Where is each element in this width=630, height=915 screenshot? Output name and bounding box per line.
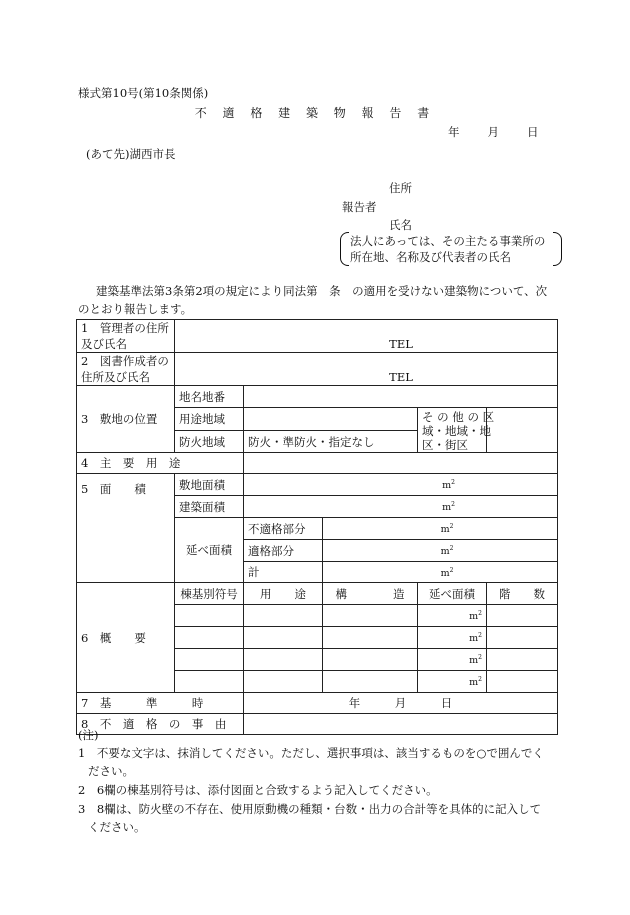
site-area-field[interactable]: $m^2$ bbox=[244, 474, 558, 496]
notes-heading: (注) bbox=[78, 728, 99, 742]
site-area-row bbox=[77, 474, 558, 496]
floors-cell[interactable] bbox=[487, 671, 558, 693]
col-floor-area: 延べ面積 bbox=[418, 583, 487, 605]
building-code-cell[interactable] bbox=[175, 605, 244, 627]
date-year: 年 bbox=[448, 125, 460, 139]
floor-area-cell[interactable]: $m^2$ bbox=[418, 649, 487, 671]
use-cell[interactable] bbox=[244, 627, 323, 649]
note-3-line-a: 3 8欄は、防火壁の不存在、使用原動機の種類・台数・出力の合計等を具体的に記入して bbox=[78, 802, 542, 816]
site-row-chiban bbox=[77, 386, 558, 408]
ref-time-row bbox=[77, 693, 558, 714]
use-label: 4 主 要 用 途 bbox=[77, 453, 244, 474]
overview-label: 6 概 要 bbox=[77, 583, 175, 693]
site-bouka-label: 防火地域 bbox=[175, 431, 244, 453]
building-area-field[interactable]: $m^2$ bbox=[244, 496, 558, 518]
col-use: 用 途 bbox=[244, 583, 323, 605]
floor-area-cell[interactable]: $m^2$ bbox=[418, 627, 487, 649]
use-row bbox=[77, 453, 558, 474]
addressee: (あて先)湖西市長 bbox=[86, 147, 176, 161]
corporate-note-line1: 法人にあっては、その主たる事業所の bbox=[350, 234, 546, 248]
use-field[interactable] bbox=[244, 453, 558, 474]
col-floors: 階 数 bbox=[487, 583, 558, 605]
building-area-label: 建築面積 bbox=[175, 496, 244, 518]
note-3-line-b: ください。 bbox=[88, 820, 146, 834]
report-table bbox=[76, 319, 558, 735]
building-code-cell[interactable] bbox=[175, 671, 244, 693]
author-tel: TEL bbox=[389, 370, 413, 384]
floors-cell[interactable] bbox=[487, 605, 558, 627]
manager-field[interactable] bbox=[175, 320, 558, 353]
nonconform-field[interactable]: $m^2$ bbox=[323, 518, 558, 540]
form-number: 様式第10号(第10条関係) bbox=[78, 86, 209, 100]
manager-tel: TEL bbox=[389, 337, 413, 351]
corporate-note bbox=[340, 232, 562, 266]
author-row bbox=[77, 353, 558, 386]
total-field[interactable]: $m^2$ bbox=[323, 562, 558, 583]
col-structure: 構 造 bbox=[323, 583, 418, 605]
reason-field[interactable] bbox=[244, 714, 558, 735]
structure-cell[interactable] bbox=[323, 627, 418, 649]
site-label: 3 敷地の位置 bbox=[77, 386, 175, 453]
author-label: 2 図書作成者の 住所及び氏名 bbox=[77, 353, 175, 386]
floors-cell[interactable] bbox=[487, 627, 558, 649]
note-2: 2 6欄の棟基別符号は、添付図面と合致するよう記入してください。 bbox=[78, 783, 438, 797]
floor-area-label: 延べ面積 bbox=[175, 518, 244, 583]
left-bracket bbox=[340, 232, 349, 266]
col-building-code: 棟基別符号 bbox=[175, 583, 244, 605]
reporter-name-label: 氏名 bbox=[389, 218, 412, 232]
date-line bbox=[448, 124, 539, 140]
author-field[interactable] bbox=[175, 353, 558, 386]
right-bracket bbox=[553, 232, 562, 266]
site-youto-label: 用途地域 bbox=[175, 408, 244, 431]
building-code-cell[interactable] bbox=[175, 627, 244, 649]
date-month: 月 bbox=[487, 125, 499, 139]
use-cell[interactable] bbox=[244, 649, 323, 671]
floor-area-cell[interactable]: $m^2$ bbox=[418, 671, 487, 693]
note-1-line-b: ださい。 bbox=[88, 764, 134, 778]
site-chiban-field[interactable] bbox=[244, 386, 558, 408]
intro-line-2: のとおり報告します。 bbox=[78, 302, 193, 316]
floor-area-cell[interactable]: $m^2$ bbox=[418, 605, 487, 627]
use-cell[interactable] bbox=[244, 671, 323, 693]
manager-row bbox=[77, 320, 558, 353]
ref-date-field[interactable]: 年 月 日 bbox=[244, 693, 558, 714]
intro-line-1: 建築基準法第3条第2項の規定により同法第 条 の適用を受けない建築物について、次 bbox=[96, 284, 548, 298]
reason-row bbox=[77, 714, 558, 735]
site-youto-field[interactable] bbox=[244, 408, 418, 431]
reporter-address-label: 住所 bbox=[389, 181, 412, 195]
site-chiban-label: 地名地番 bbox=[175, 386, 244, 408]
structure-cell[interactable] bbox=[323, 649, 418, 671]
nonconform-label: 不適格部分 bbox=[244, 518, 323, 540]
building-code-cell[interactable] bbox=[175, 649, 244, 671]
note-1-line-a: 1 不要な文字は、抹消してください。ただし、選択事項は、該当するものを○で囲んでく bbox=[78, 746, 544, 760]
other-area-field[interactable] bbox=[487, 408, 558, 453]
area-label: 5 面 積 bbox=[77, 474, 175, 583]
structure-cell[interactable] bbox=[323, 605, 418, 627]
bouka-options[interactable]: 防火・準防火・指定なし bbox=[244, 431, 418, 453]
corporate-note-line2: 所在地、名称及び代表者の氏名 bbox=[350, 250, 511, 264]
overview-header-row bbox=[77, 583, 558, 605]
document-title: 不 適 格 建 築 物 報 告 書 bbox=[194, 106, 436, 120]
site-area-label: 敷地面積 bbox=[175, 474, 244, 496]
conform-label: 適格部分 bbox=[244, 540, 323, 562]
ref-time-label: 7 基 準 時 bbox=[77, 693, 244, 714]
date-day: 日 bbox=[527, 125, 539, 139]
reason-label: 8 不 適 格 の 事 由 bbox=[77, 714, 244, 735]
other-area-label: そ の 他 の 区 域・地域・地 区・街区 bbox=[418, 408, 487, 453]
conform-field[interactable]: $m^2$ bbox=[323, 540, 558, 562]
reporter-label: 報告者 bbox=[342, 200, 377, 214]
floors-cell[interactable] bbox=[487, 649, 558, 671]
structure-cell[interactable] bbox=[323, 671, 418, 693]
use-cell[interactable] bbox=[244, 605, 323, 627]
total-label: 計 bbox=[244, 562, 323, 583]
manager-label: 1 管理者の住所 及び氏名 bbox=[77, 320, 175, 353]
